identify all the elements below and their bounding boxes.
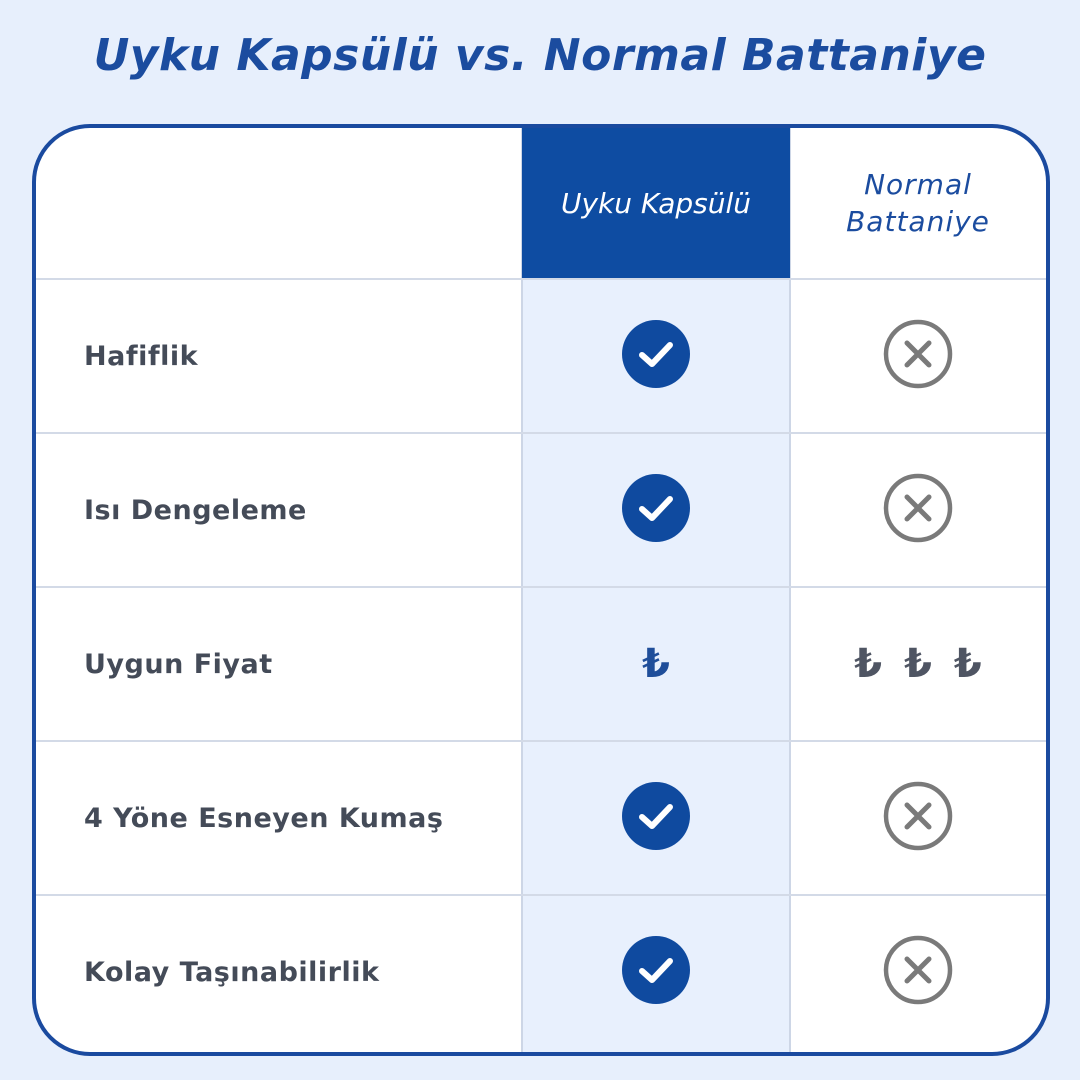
table-row: [36, 894, 1046, 1048]
feature-label: Isı Dengeleme: [84, 494, 307, 526]
x-icon: [882, 472, 954, 548]
feature-label: Hafiflik: [84, 340, 199, 372]
product-cell: [522, 588, 790, 740]
header-competitor: [790, 128, 1046, 278]
header-competitor-line2: Battaniye: [846, 205, 990, 238]
page-title: Uyku Kapsülü vs. Normal Battaniye: [93, 30, 987, 81]
product-cell: [522, 742, 790, 894]
x-icon: [882, 780, 954, 856]
header-competitor-line1: Normal: [864, 168, 972, 201]
check-icon: [621, 473, 691, 547]
table-row: [36, 278, 1046, 432]
check-icon: [621, 781, 691, 855]
check-icon: [621, 319, 691, 393]
competitor-cell: [790, 434, 1046, 586]
feature-label: Uygun Fiyat: [84, 648, 273, 680]
x-icon: [882, 318, 954, 394]
check-icon: [621, 935, 691, 1009]
competitor-cell: [790, 588, 1046, 740]
lira-icon: ₺: [642, 641, 670, 687]
comparison-table: [32, 124, 1050, 1056]
lira-icon: ₺₺₺: [854, 641, 1004, 687]
competitor-cell: [790, 742, 1046, 894]
table-row: [36, 740, 1046, 894]
table-row: [36, 586, 1046, 740]
x-icon: [882, 934, 954, 1010]
competitor-cell: [790, 896, 1046, 1048]
product-cell: [522, 434, 790, 586]
header-product: Uyku Kapsülü: [522, 128, 790, 278]
table-row: [36, 432, 1046, 586]
feature-label: 4 Yöne Esneyen Kumaş: [84, 802, 444, 834]
competitor-cell: [790, 280, 1046, 432]
product-cell: [522, 896, 790, 1048]
feature-label: Kolay Taşınabilirlik: [84, 956, 380, 988]
product-cell: [522, 280, 790, 432]
